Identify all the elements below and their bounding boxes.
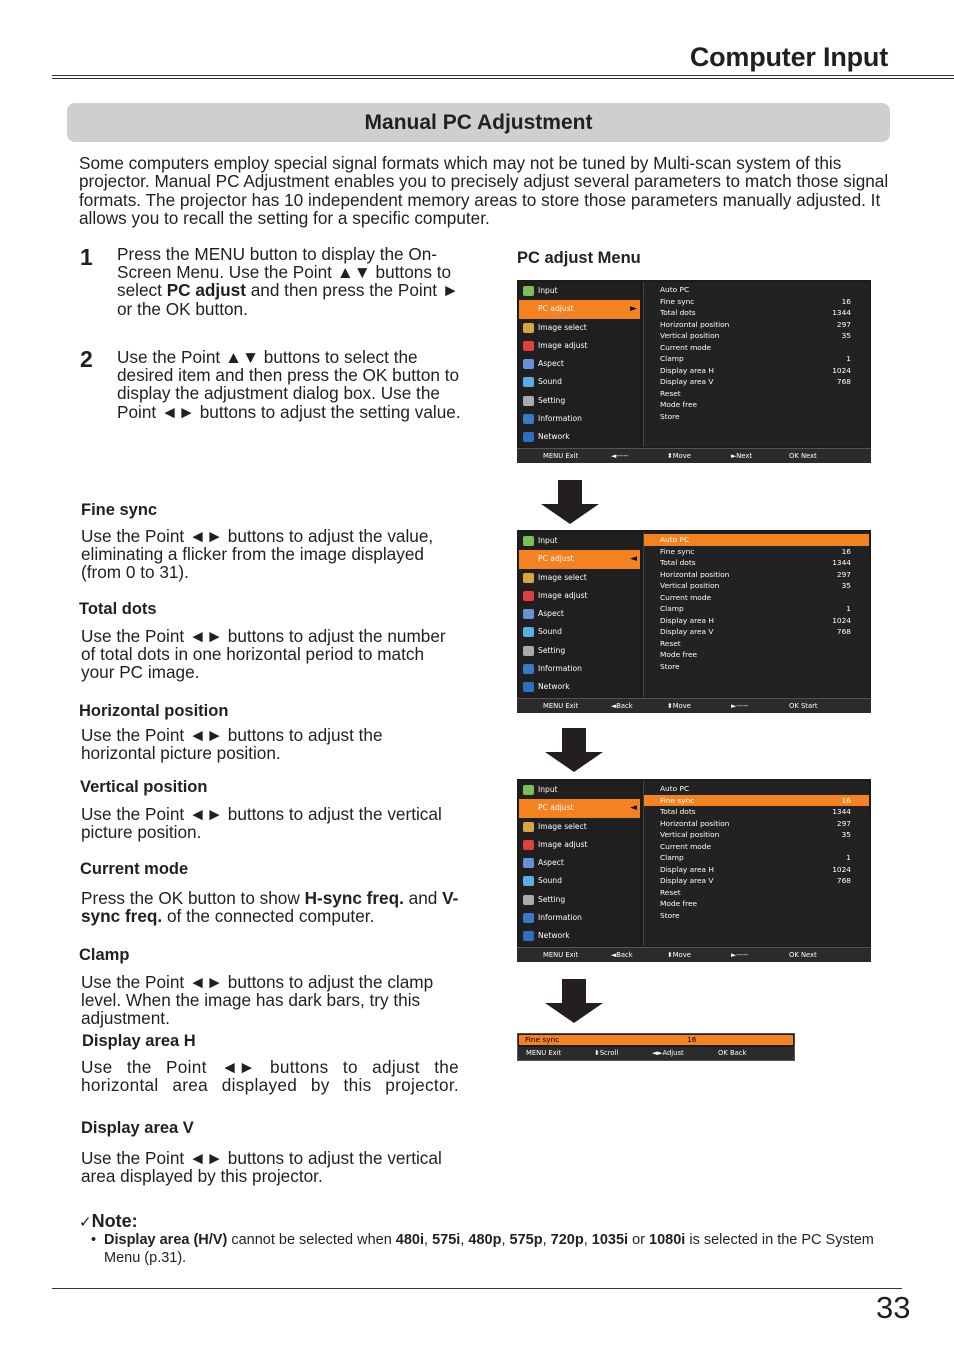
- menu-category-icon: [523, 627, 534, 637]
- note-bullet: •: [91, 1232, 97, 1248]
- osd-submenu-item: [644, 365, 869, 377]
- osd-sidebar-label: Sound: [538, 377, 562, 387]
- step-number: 2: [80, 346, 93, 372]
- osd-sidebar-item: [519, 337, 640, 355]
- note-fragment: Display area (H/V): [104, 1232, 228, 1248]
- menu-category-icon: [523, 396, 534, 406]
- osd-item-value: 1024: [832, 365, 851, 375]
- osd-sidebar-label: Input: [538, 286, 558, 295]
- item-text: Use the Point ◄► buttons to adjust the horizontal picture position.: [81, 725, 383, 764]
- osd-sidebar-label: Sound: [538, 876, 562, 886]
- osd-sidebar-label: Input: [538, 785, 558, 794]
- page-title: Computer Input: [689, 42, 888, 72]
- osd-submenu-item: [644, 388, 869, 400]
- osd-sidebar-label: Aspect: [538, 609, 564, 619]
- menu-category-icon: [523, 536, 534, 546]
- osd-submenu: [643, 781, 869, 946]
- osd-item-label: Current mode: [660, 342, 712, 352]
- osd-submenu-item: [644, 580, 869, 592]
- menu-category-icon: [523, 341, 534, 351]
- osd-submenu-item: [644, 661, 869, 673]
- osd-item-label: Mode free: [660, 650, 698, 659]
- osd-item-label: Store: [660, 411, 680, 421]
- osd-footer-hint: ⬍Move: [667, 951, 691, 959]
- osd-submenu-item: [644, 864, 869, 876]
- down-arrow-icon: [541, 480, 599, 524]
- osd-sidebar-label: Network: [538, 682, 570, 692]
- osd-sidebar-item: [519, 642, 640, 660]
- osd-sidebar-item: [519, 818, 640, 836]
- osd-submenu-item: [644, 307, 869, 319]
- osd-sidebar-label: Setting: [538, 395, 566, 405]
- osd-sidebar-label: Setting: [538, 645, 566, 655]
- osd-item-label: Store: [660, 910, 680, 920]
- osd-sidebar-label: Image adjust: [538, 590, 588, 600]
- item-title: Current mode: [80, 860, 189, 878]
- step-text: Use the Point ▲▼ buttons to select the desired item and then press the OK button to display the adjustment dialog box. Use the Point ◄► buttons to adjust the setting value.: [117, 347, 461, 422]
- arrow-right-icon: ►: [630, 304, 637, 315]
- osd-submenu-item: [644, 887, 869, 899]
- osd-item-label: Mode free: [660, 899, 698, 908]
- item-text: Use the Point ◄► buttons to adjust the clamp level. When the image has dark bars, try this adjustment.: [81, 972, 434, 1029]
- osd-sidebar-item: [519, 355, 640, 373]
- osd-sidebar-item: [519, 909, 640, 927]
- osd-submenu-item: [644, 898, 869, 910]
- osd-sidebar-label: PC adjust: [538, 554, 574, 564]
- menu-category-icon: [523, 359, 534, 369]
- menu-category-icon: [523, 785, 534, 795]
- item-title: Display area V: [81, 1119, 194, 1137]
- osd-item-label: Store: [660, 661, 680, 671]
- osd-submenu-item: [644, 411, 869, 423]
- osd-footer-hint: MENU Exit: [543, 951, 579, 959]
- intro-paragraph: Some computers employ special signal formats which may not be tuned by Multi-scan system of this projector. Manual PC Adjustment enables you to precisely adjust several parameters to match those signal formats. The projector has 10 independent memory areas to store those parameters manually adjusted. It allows you to recall the setting for a specific computer.: [79, 153, 889, 228]
- osd-footer-hint: MENU Exit: [543, 702, 579, 710]
- osd-sidebar-label: Input: [538, 536, 558, 545]
- osd-footer-hint: ⬍Move: [667, 702, 691, 710]
- note-fragment: 575i: [432, 1232, 461, 1248]
- osd-sidebar-item: [519, 678, 640, 696]
- osd-item-value: 297: [836, 319, 851, 329]
- osd-item-label: Auto PC: [660, 535, 690, 544]
- osd-footer-hint: OK Start: [789, 702, 818, 710]
- osd-submenu-item: [644, 649, 869, 661]
- osd-submenu-item: [644, 569, 869, 581]
- item-title: Horizontal position: [79, 702, 229, 720]
- osd-item-value: 768: [836, 377, 851, 386]
- note-fragment: ,: [460, 1232, 469, 1248]
- osd-item-value: 297: [836, 818, 851, 828]
- osd-item-label: Clamp: [660, 604, 684, 613]
- osd-sidebar-item: [519, 532, 640, 550]
- item-title: Display area H: [82, 1032, 196, 1050]
- osd-submenu-item: [644, 592, 869, 604]
- osd-item-label: Vertical position: [660, 331, 720, 340]
- osd-submenu-item: [644, 626, 869, 638]
- osd-submenu-item: [644, 546, 869, 558]
- item-text: Use the Point ◄► buttons to adjust the number of total dots in one horizontal period to match your PC image.: [81, 626, 446, 683]
- fine-sync-footer: MENU Exit ⬍Scroll ◄►Adjust OK Back: [518, 1047, 794, 1060]
- osd-footer-hint: ◄Back: [611, 702, 633, 710]
- menu-category-icon: [523, 377, 534, 387]
- osd-item-label: Auto PC: [660, 784, 690, 793]
- menu-category-icon: [523, 822, 534, 832]
- osd-sidebar: [519, 282, 640, 447]
- osd-sidebar-label: Network: [538, 931, 570, 941]
- menu-caption: PC adjust Menu: [517, 249, 641, 267]
- osd-submenu-item: [644, 829, 869, 841]
- osd-sidebar-item: [519, 373, 640, 391]
- osd-item-label: Mode free: [660, 400, 698, 409]
- osd-footer-hint: ⬍Move: [667, 452, 691, 460]
- osd-sidebar-label: Setting: [538, 894, 566, 904]
- osd-footer-hint: ◄Back: [611, 951, 633, 959]
- osd-sidebar-item: [519, 891, 640, 909]
- menu-category-icon: [523, 913, 534, 923]
- note-fragment: is selected in the PC System Menu (p.31).: [104, 1232, 874, 1266]
- osd-sidebar-label: Aspect: [538, 359, 564, 369]
- osd-item-label: Display area H: [660, 615, 714, 625]
- osd-submenu-item: [644, 638, 869, 650]
- item-text: Use the Point ◄► buttons to adjust the vertical area displayed by this projector.: [81, 1148, 442, 1187]
- osd-submenu-item: [644, 841, 869, 853]
- osd-item-value: 1: [846, 604, 851, 613]
- osd-sidebar-label: Image adjust: [538, 340, 588, 350]
- menu-category-icon: [523, 573, 534, 583]
- note-fragment: ,: [501, 1232, 510, 1248]
- osd-sidebar-label: Information: [538, 913, 582, 923]
- step-text: Press the MENU button to display the On-Screen Menu. Use the Point ▲▼ buttons to select PC adjust and then press the Point ► or the OK button.: [117, 244, 459, 319]
- osd-item-label: Display area V: [660, 876, 714, 885]
- footer-rule: [52, 1288, 902, 1289]
- osd-submenu-item: [644, 615, 869, 627]
- osd-sidebar-label: Network: [538, 432, 570, 442]
- fine-sync-bar: Fine sync 16: [519, 1035, 793, 1045]
- osd-sidebar: [519, 532, 640, 697]
- osd-item-label: Total dots: [660, 807, 696, 816]
- osd-submenu-item: [644, 330, 869, 342]
- osd-sidebar-item: [519, 781, 640, 799]
- osd-submenu-item: [644, 603, 869, 615]
- osd-item-value: 1024: [832, 864, 851, 874]
- osd-item-label: Fine sync: [660, 546, 695, 556]
- menu-category-icon: [523, 931, 534, 941]
- note-fragment: 575p: [509, 1232, 543, 1248]
- osd-item-label: Current mode: [660, 841, 712, 851]
- osd-item-label: Fine sync: [660, 795, 695, 805]
- osd-menu: [517, 530, 871, 713]
- note-fragment: 720p: [550, 1232, 584, 1248]
- osd-sidebar-label: Sound: [538, 627, 562, 637]
- osd-footer-hint: MENU Exit: [543, 452, 579, 460]
- osd-sidebar-item: [519, 587, 640, 605]
- item-text: Use the Point ◄► buttons to adjust the vertical picture position.: [81, 804, 442, 843]
- item-title: Clamp: [79, 946, 130, 964]
- item-title: Total dots: [79, 600, 157, 618]
- note-fragment: or: [628, 1232, 650, 1248]
- osd-sidebar-label: Image select: [538, 572, 587, 582]
- osd-sidebar-label: Information: [538, 664, 582, 674]
- note-title: ✓Note:: [79, 1211, 138, 1231]
- osd-item-label: Display area H: [660, 864, 714, 874]
- osd-item-value: 1344: [832, 308, 851, 317]
- menu-category-icon: [523, 609, 534, 619]
- menu-category-icon: [523, 876, 534, 886]
- osd-submenu-item: [644, 342, 869, 354]
- osd-sidebar-item: [519, 660, 640, 678]
- menu-category-icon: [523, 858, 534, 868]
- menu-category-icon: [523, 591, 534, 601]
- osd-item-label: Vertical position: [660, 830, 720, 839]
- osd-footer-hint: ►Next: [731, 452, 753, 460]
- osd-sidebar-item: [519, 428, 640, 446]
- osd-item-value: 1: [846, 853, 851, 862]
- osd-footer: [517, 448, 871, 463]
- menu-category-icon: [523, 682, 534, 692]
- osd-sidebar-item: [519, 623, 640, 641]
- note-fragment: 1080i: [649, 1232, 686, 1248]
- osd-submenu-item: [644, 875, 869, 887]
- osd-item-value: 16: [841, 795, 851, 805]
- section-title: Manual PC Adjustment: [67, 103, 890, 142]
- osd-submenu: [643, 282, 869, 447]
- osd-submenu-item: [644, 296, 869, 308]
- osd-submenu-item: [644, 284, 869, 296]
- osd-sidebar-item: [519, 927, 640, 945]
- osd-submenu-item: [644, 852, 869, 864]
- menu-category-icon: [523, 304, 534, 314]
- osd-item-label: Auto PC: [660, 285, 690, 294]
- arrow-left-icon: ◄: [630, 803, 637, 814]
- osd-sidebar-item: [519, 569, 640, 587]
- osd-sidebar-item: [519, 319, 640, 337]
- osd-item-value: 1344: [832, 558, 851, 567]
- menu-category-icon: [523, 646, 534, 656]
- osd-item-label: Horizontal position: [660, 818, 730, 828]
- menu-category-icon: [523, 286, 534, 296]
- osd-item-label: Horizontal position: [660, 319, 730, 329]
- osd-footer-hint: OK Next: [789, 452, 817, 460]
- header-rule-2: [52, 78, 954, 79]
- osd-item-label: Clamp: [660, 853, 684, 862]
- note-fragment: ,: [542, 1232, 551, 1248]
- osd-sidebar-item: [519, 836, 640, 854]
- item-text: Use the Point ◄► buttons to adjust the horizontal area displayed by this projector.: [81, 1057, 459, 1096]
- osd-submenu-item: [644, 399, 869, 411]
- page-number: 33: [876, 1290, 911, 1325]
- step-number: 1: [80, 244, 93, 270]
- item-title: Fine sync: [81, 501, 158, 519]
- menu-category-icon: [523, 432, 534, 442]
- osd-sidebar-item: [519, 854, 640, 872]
- note-fragment: 1035i: [591, 1232, 629, 1248]
- osd-sidebar-label: Image select: [538, 322, 587, 332]
- osd-submenu-item: [644, 557, 869, 569]
- item-title: Vertical position: [80, 778, 208, 796]
- osd-submenu-item: [644, 795, 869, 807]
- osd-sidebar-item: [519, 799, 640, 817]
- osd-item-label: Horizontal position: [660, 569, 730, 579]
- osd-item-label: Total dots: [660, 558, 696, 567]
- osd-item-label: Clamp: [660, 354, 684, 363]
- osd-sidebar-item: [519, 872, 640, 890]
- osd-item-label: Display area V: [660, 627, 714, 636]
- osd-item-label: Total dots: [660, 308, 696, 317]
- osd-submenu-item: [644, 353, 869, 365]
- item-text: Use the Point ◄► buttons to adjust the value, eliminating a flicker from the image displayed (from 0 to 31).: [81, 526, 434, 583]
- note-fragment: 480p: [468, 1232, 502, 1248]
- note-fragment: ,: [583, 1232, 592, 1248]
- osd-item-label: Current mode: [660, 592, 712, 602]
- menu-category-icon: [523, 323, 534, 333]
- note-fragment: 480i: [395, 1232, 425, 1248]
- osd-item-label: Reset: [660, 638, 681, 648]
- osd-submenu-item: [644, 319, 869, 331]
- osd-footer: [517, 947, 871, 962]
- osd-footer-hint: ◄-----: [611, 452, 629, 460]
- osd-sidebar-label: Information: [538, 414, 582, 424]
- note-fragment: cannot be selected when: [227, 1232, 396, 1248]
- osd-submenu-item: [644, 818, 869, 830]
- osd-item-label: Display area H: [660, 365, 714, 375]
- osd-item-value: 16: [841, 296, 851, 306]
- osd-sidebar-item: [519, 550, 640, 568]
- osd-sidebar-label: PC adjust: [538, 304, 574, 314]
- menu-category-icon: [523, 554, 534, 564]
- header-rule: [52, 75, 954, 76]
- menu-category-icon: [523, 895, 534, 905]
- osd-item-value: 297: [836, 569, 851, 579]
- osd-item-value: 35: [841, 830, 851, 839]
- osd-sidebar-label: Image adjust: [538, 839, 588, 849]
- menu-category-icon: [523, 414, 534, 424]
- osd-item-label: Vertical position: [660, 581, 720, 590]
- osd-footer: [517, 698, 871, 713]
- note-text: [104, 1232, 894, 1267]
- osd-submenu-item: [644, 910, 869, 922]
- down-arrow-icon: [545, 728, 603, 772]
- osd-item-value: 1344: [832, 807, 851, 816]
- osd-sidebar-label: PC adjust: [538, 803, 574, 813]
- osd-submenu-item: [644, 783, 869, 795]
- osd-sidebar-item: [519, 410, 640, 428]
- down-arrow-icon: [545, 979, 603, 1023]
- menu-category-icon: [523, 840, 534, 850]
- osd-sidebar-item: [519, 605, 640, 623]
- osd-sidebar-item: [519, 282, 640, 300]
- osd-submenu-item: [644, 534, 869, 546]
- osd-item-label: Fine sync: [660, 296, 695, 306]
- osd-item-value: 768: [836, 876, 851, 885]
- osd-sidebar-label: Image select: [538, 821, 587, 831]
- osd-submenu-item: [644, 376, 869, 388]
- item-text: Press the OK button to show H-sync freq. and V-sync freq. of the connected computer.: [81, 888, 459, 927]
- menu-category-icon: [523, 803, 534, 813]
- osd-item-value: 16: [841, 546, 851, 556]
- osd-footer-hint: ►-----: [731, 702, 749, 710]
- osd-footer-hint: ►-----: [731, 951, 749, 959]
- osd-sidebar-item: [519, 392, 640, 410]
- osd-item-label: Display area V: [660, 377, 714, 386]
- osd-menu: [517, 779, 871, 962]
- osd-sidebar: [519, 781, 640, 946]
- osd-item-label: Reset: [660, 887, 681, 897]
- osd-item-value: 35: [841, 581, 851, 590]
- note-fragment: ,: [424, 1232, 433, 1248]
- osd-item-label: Reset: [660, 388, 681, 398]
- fine-sync-dialog: [517, 1033, 795, 1061]
- osd-footer-hint: OK Next: [789, 951, 817, 959]
- osd-item-value: 768: [836, 627, 851, 636]
- osd-item-value: 1024: [832, 615, 851, 625]
- osd-item-value: 35: [841, 331, 851, 340]
- arrow-left-icon: ◄: [630, 554, 637, 565]
- osd-sidebar-label: Aspect: [538, 858, 564, 868]
- menu-category-icon: [523, 664, 534, 674]
- osd-menu: [517, 280, 871, 463]
- osd-submenu: [643, 532, 869, 697]
- osd-sidebar-item: [519, 300, 640, 318]
- osd-submenu-item: [644, 806, 869, 818]
- osd-item-value: 1: [846, 354, 851, 363]
